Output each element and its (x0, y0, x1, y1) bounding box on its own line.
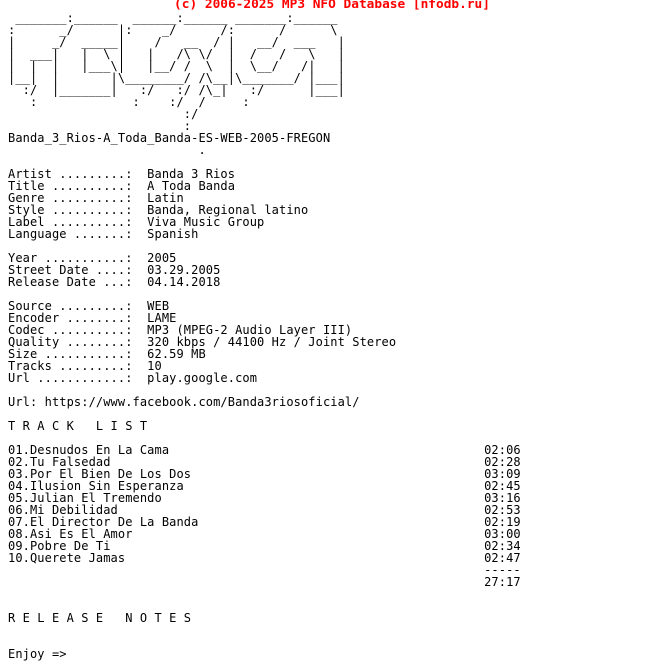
nfo-line: Street Date ....: 03.29.2005 (8, 263, 221, 277)
nfo-line: T R A C K L I S T (8, 419, 148, 433)
nfo-line: . (8, 143, 206, 157)
nfo-line: Size ...........: 62.59 MB (8, 347, 206, 361)
nfo-line: Style ..........: Banda, Regional latino (8, 203, 309, 217)
nfo-line: Url ............: play.google.com (8, 371, 258, 385)
nfo-line: Source .........: WEB (8, 299, 170, 313)
nfo-line: | _/ _____| / __ / | __/ ___ | (8, 35, 345, 49)
nfodb-credit-header: (c) 2006-2025 MP3 NFO Database [nfodb.ru] (174, 0, 490, 12)
nfo-line: Year ...........: 2005 (8, 251, 177, 265)
nfo-line: Label ..........: Viva Music Group (8, 215, 265, 229)
nfo-line: Banda_3_Rios-A_Toda_Banda-ES-WEB-2005-FREGON (8, 131, 331, 145)
nfo-line: 05.Julian El Tremendo 03:16 (8, 491, 521, 505)
nfo-line: Codec ..........: MP3 (MPEG-2 Audio Layer III) (8, 323, 353, 337)
nfo-line: Tracks .........: 10 (8, 359, 162, 373)
nfo-line: ----- (8, 563, 521, 577)
nfo-line: 02.Tu Falsedad 02:28 (8, 455, 521, 469)
nfo-line: R E L E A S E N O T E S (8, 611, 192, 625)
nfo-line: Language .......: Spanish (8, 227, 199, 241)
nfo-line (8, 636, 521, 648)
nfo-line (8, 624, 521, 636)
nfo-text-body (8, 12, 521, 660)
nfo-line: _______:______ ______:______ _______:______ (8, 11, 338, 25)
nfo-line: |__| | |\________/ /\__|\_______/ |___| (8, 71, 345, 85)
nfo-line: Title ..........: A Toda Banda (8, 179, 236, 193)
nfo-line: Quality ........: 320 kbps / 44100 Hz / Joint Stereo (8, 335, 397, 349)
nfo-line: : (8, 119, 192, 133)
nfo-line: Genre ..........: Latin (8, 191, 184, 205)
nfo-line: 10.Querete Jamas 02:47 (8, 551, 521, 565)
nfo-line (8, 588, 521, 600)
nfo-line: :/ (8, 107, 199, 121)
nfo-line: Encoder ........: LAME (8, 311, 177, 325)
nfo-line: Artist .........: Banda 3 Rios (8, 167, 236, 181)
nfo-line: 04.Ilusion Sin Esperanza 02:45 (8, 479, 521, 493)
nfo-line: Url: https://www.facebook.com/Banda3riosoficial/ (8, 395, 360, 409)
nfo-line: 06.Mi Debilidad 02:53 (8, 503, 521, 517)
nfo-line: 03.Por El Bien De Los Dos 03:09 (8, 467, 521, 481)
nfo-line: | | | |___\| |__/ / \ | \__/ /| | (8, 59, 345, 73)
nfo-line: : _/ |: _/ /: / \ (8, 23, 338, 37)
nfo-line: 09.Pobre De Ti 02:34 (8, 539, 521, 553)
nfo-line: 08.Asi Es El Amor 03:00 (8, 527, 521, 541)
nfo-line: 01.Desnudos En La Cama 02:06 (8, 443, 521, 457)
nfo-line: Enjoy => (8, 647, 67, 661)
nfo-line: 27:17 (8, 575, 521, 589)
nfo-line: : : :/ / : (8, 95, 250, 109)
nfo-line: 07.El Director De La Banda 02:19 (8, 515, 521, 529)
nfo-line: | ___| | \ | | /\ \/ | / / \ | (8, 47, 345, 61)
nfo-line: Release Date ...: 04.14.2018 (8, 275, 221, 289)
nfo-line: :/ |_______| :/ :/ /\_| :/ |___| (8, 83, 345, 97)
